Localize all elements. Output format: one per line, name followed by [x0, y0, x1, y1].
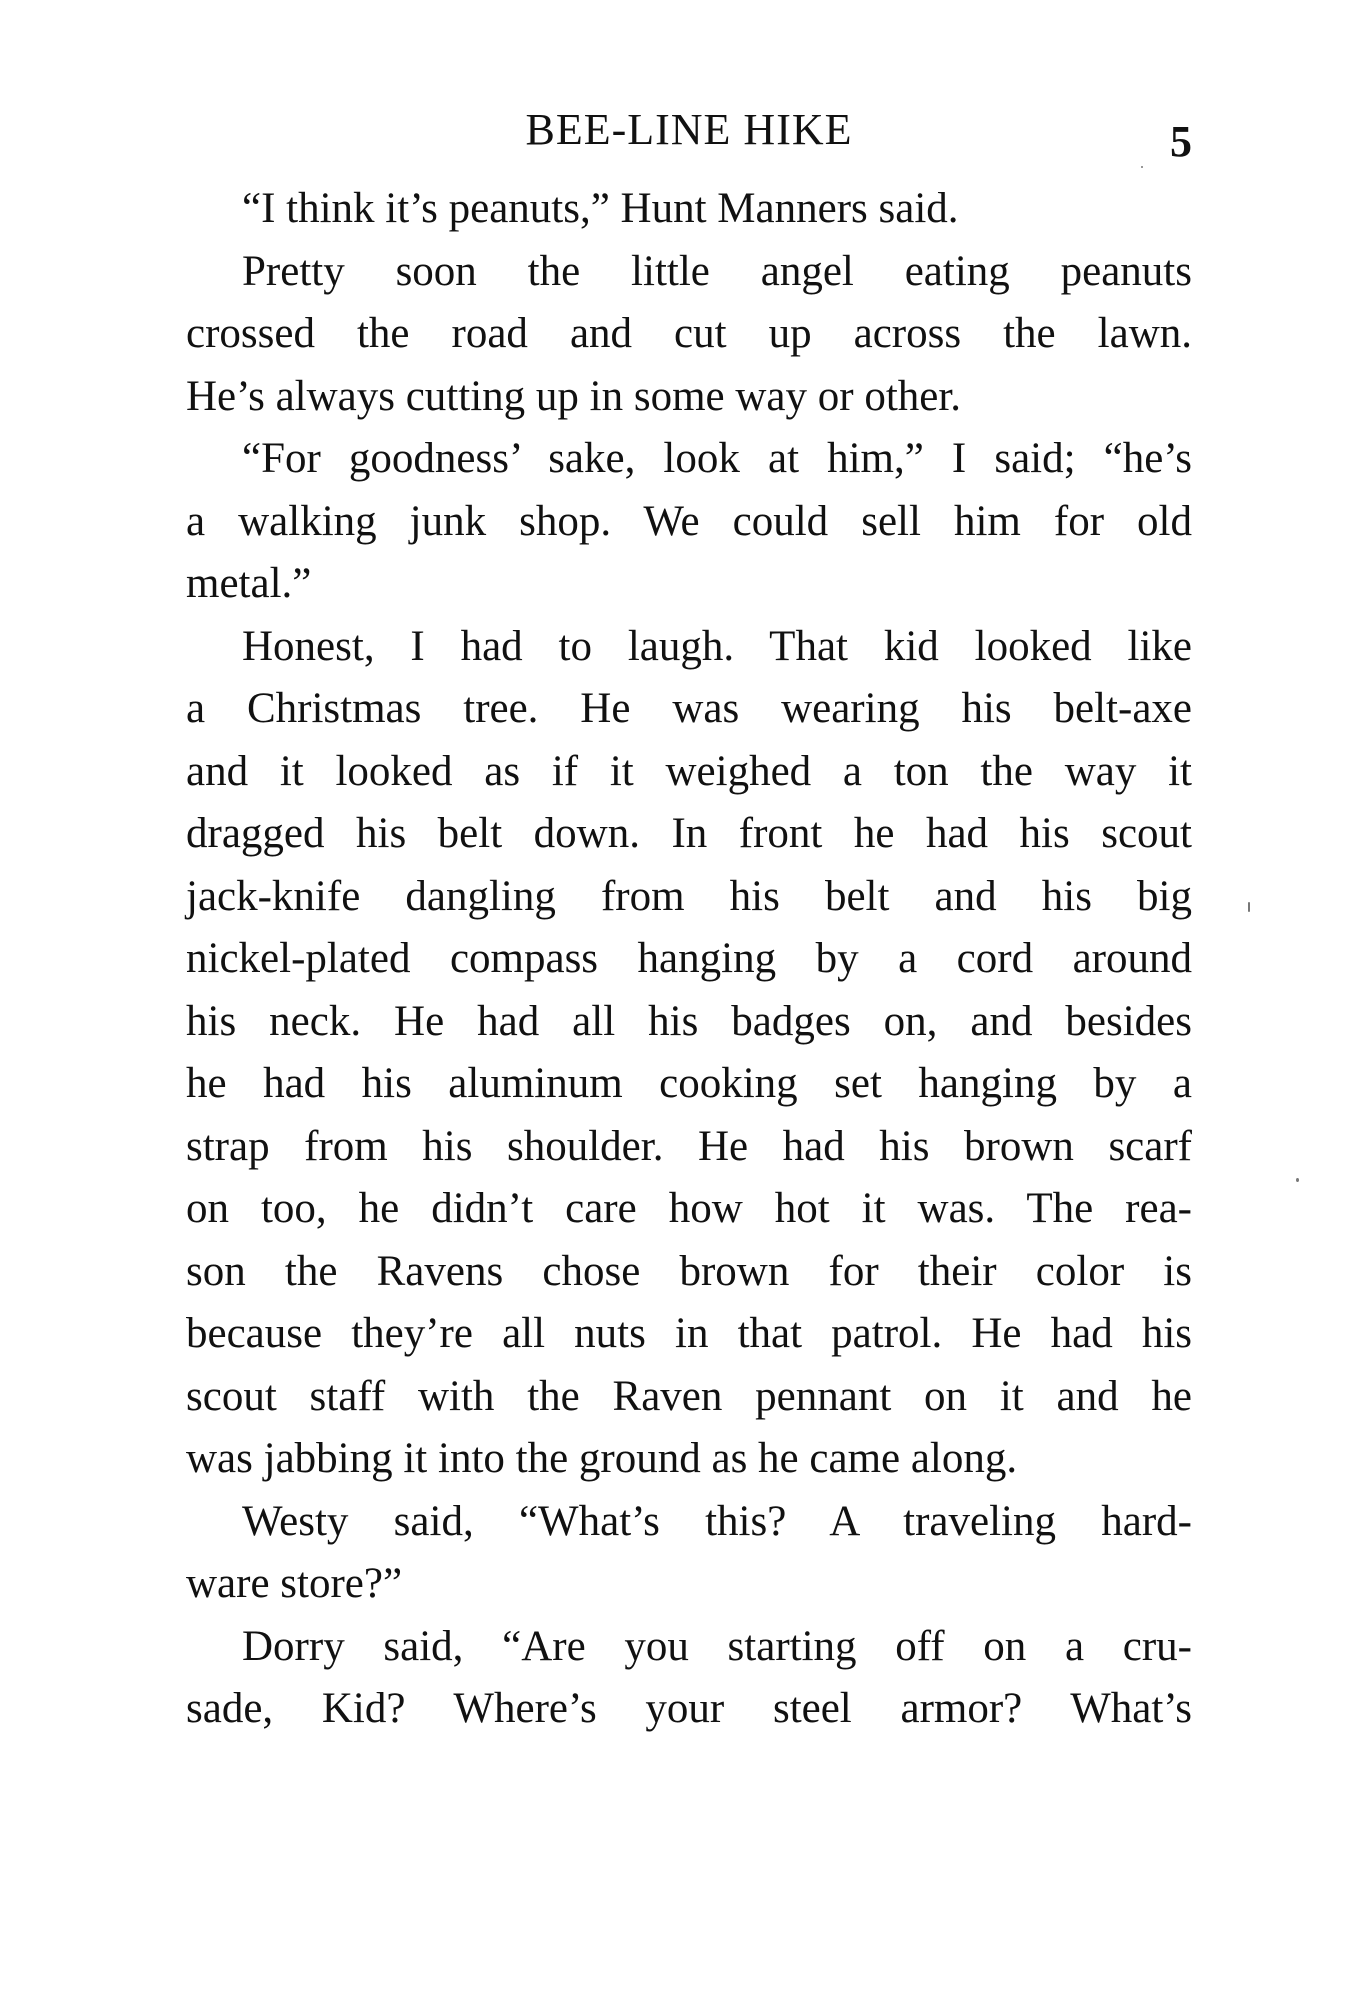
text-line: was jabbing it into the ground as he came along.	[186, 1435, 1018, 1482]
text-line: crossed the road and cut up across the lawn.	[186, 310, 1192, 357]
text-line: scout staff with the Raven pennant on it and he	[186, 1372, 1192, 1420]
text-line: sade, Kid? Where’s your steel armor? What’s	[186, 1685, 1192, 1732]
text-line: a walking junk shop. We could sell him for old	[186, 497, 1192, 545]
text-line: nickel-plated compass hanging by a cord around	[186, 935, 1192, 982]
text-line: son the Ravens chose brown for their color is	[186, 1247, 1192, 1295]
text-line: a Christmas tree. He was wearing his belt-axe	[186, 685, 1192, 732]
print-speck	[1296, 1178, 1299, 1182]
text-line: jack-knife dangling from his belt and his big	[186, 872, 1192, 920]
text-line: Pretty soon the little angel eating peanuts	[242, 247, 1192, 295]
text-line: He’s always cutting up in some way or other.	[186, 372, 962, 420]
text-line: strap from his shoulder. He had his brown scarf	[186, 1122, 1192, 1170]
print-speck	[1248, 902, 1250, 912]
running-head	[186, 100, 1192, 170]
text-line: and it looked as if it weighed a ton the way it	[186, 747, 1192, 795]
text-line: “For goodness’ sake, look at him,” I said; “he’s	[242, 435, 1192, 482]
text-line: on too, he didn’t care how hot it was. The rea-	[186, 1185, 1192, 1232]
text-line: dragged his belt down. In front he had his scout	[186, 810, 1192, 857]
text-line: because they’re all nuts in that patrol. He had his	[186, 1310, 1192, 1357]
text-line: metal.”	[186, 560, 312, 607]
running-title: BEE-LINE HIKE	[525, 105, 853, 154]
text-line: Dorry said, “Are you starting off on a cru-	[242, 1622, 1192, 1670]
page-number: 5	[1170, 117, 1192, 166]
text-line: his neck. He had all his badges on, and besides	[186, 997, 1192, 1045]
text-line: Honest, I had to laugh. That kid looked like	[242, 622, 1192, 670]
text-line: Westy said, “What’s this? A traveling hard-	[242, 1497, 1192, 1545]
text-line: “I think it’s peanuts,” Hunt Manners said.	[242, 185, 959, 232]
body-text	[186, 178, 1192, 1741]
text-line: he had his aluminum cooking set hanging by a	[186, 1060, 1192, 1107]
print-speck	[1141, 166, 1143, 168]
text-line: ware store?”	[186, 1560, 403, 1607]
